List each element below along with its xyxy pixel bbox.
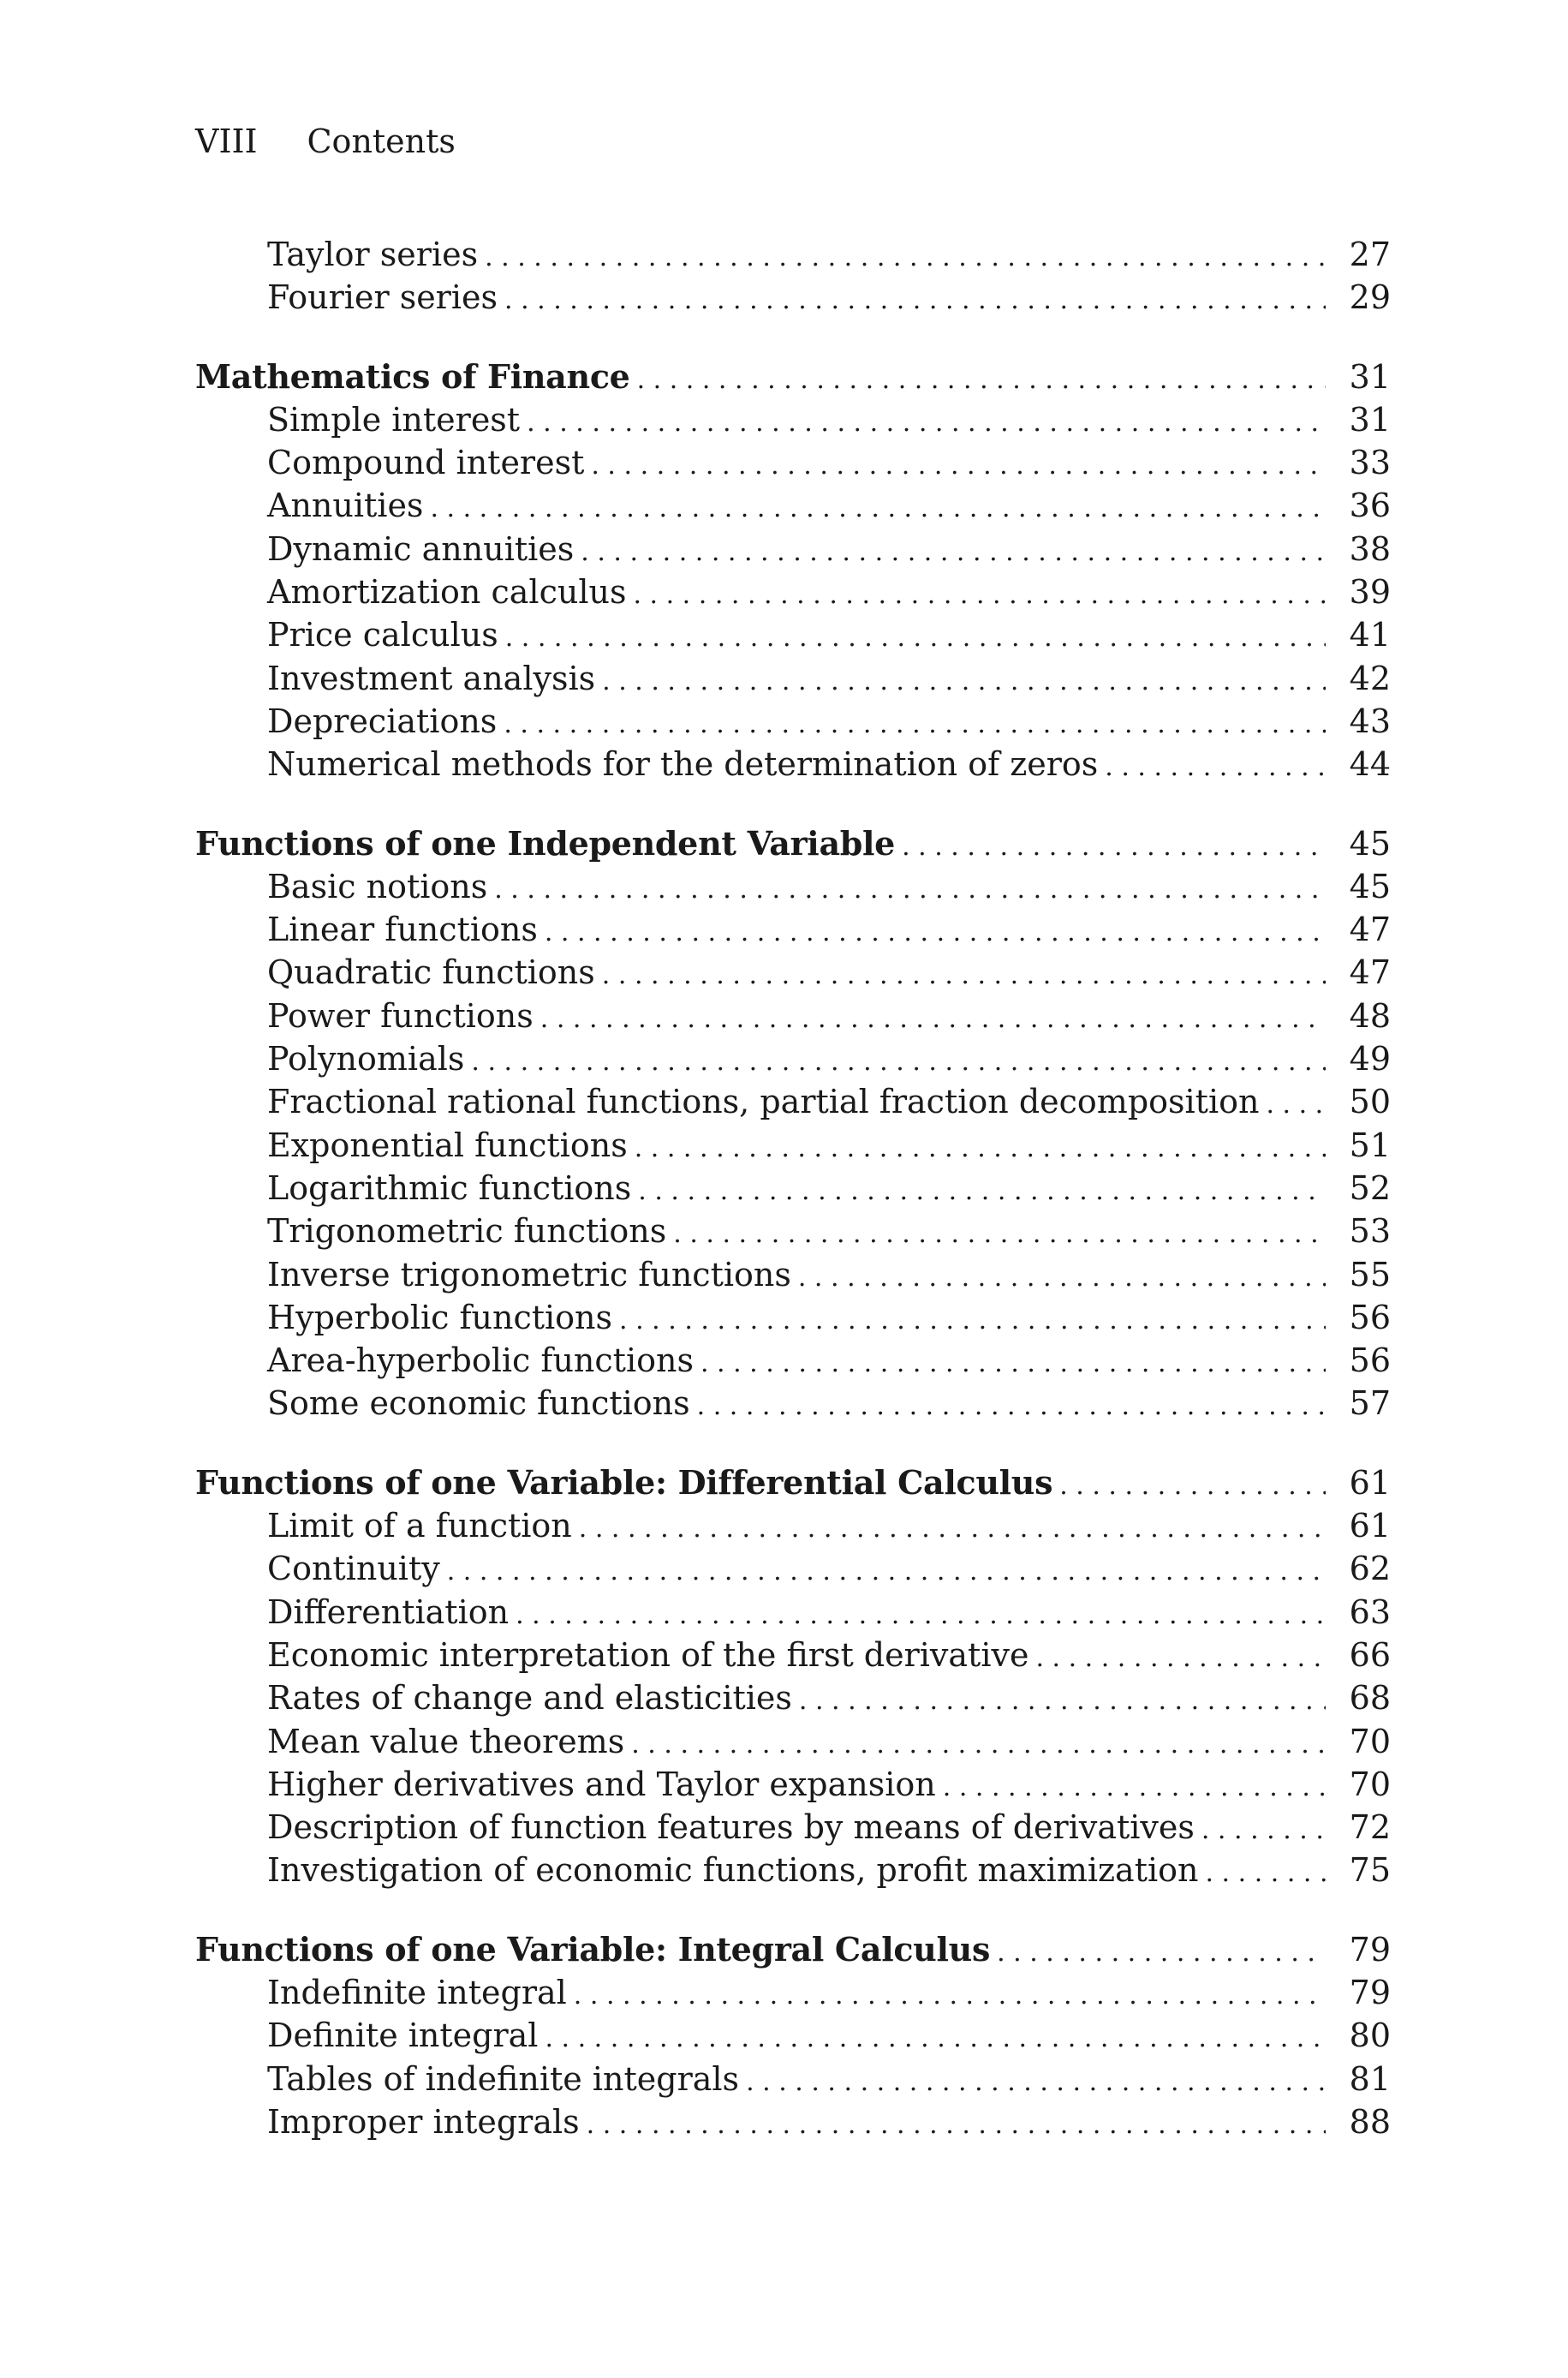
toc-entry-title: Inverse trigonometric functions — [267, 1255, 791, 1294]
toc-entry-title: Differentiation — [267, 1592, 510, 1631]
toc-entry-page-number: 50 — [1349, 1083, 1391, 1121]
dot-leader — [545, 911, 1326, 954]
toc-entry-page-number: 61 — [1349, 1507, 1391, 1545]
toc-entry-page-number: 68 — [1349, 1679, 1391, 1718]
toc-section-entry — [195, 1676, 1391, 1719]
dot-leader — [527, 402, 1326, 445]
toc-entry-title: Investigation of economic functions, profit maximization — [267, 1851, 1199, 1890]
dot-leader — [1059, 1465, 1326, 1508]
toc-entry-page-number: 47 — [1349, 953, 1391, 992]
toc-section-entry — [195, 1296, 1391, 1339]
toc-section-entry — [195, 398, 1391, 441]
toc-entry-title: Continuity — [267, 1550, 440, 1588]
toc-section-entry — [195, 1547, 1391, 1590]
toc-entry-page-number: 66 — [1349, 1635, 1391, 1674]
toc-entry-page-number: 79 — [1349, 1930, 1391, 1969]
dot-leader — [602, 660, 1326, 703]
toc-entry-page-number: 75 — [1349, 1851, 1391, 1890]
toc-section-entry — [195, 1634, 1391, 1676]
toc-section-entry — [195, 743, 1391, 786]
toc-entry-title: Quadratic functions — [267, 953, 595, 992]
toc-entry-title: Area-hyperbolic functions — [267, 1341, 694, 1380]
toc-entry-title: Basic notions — [267, 867, 488, 905]
toc-section-entry — [195, 1037, 1391, 1080]
dot-leader — [540, 998, 1326, 1041]
dot-leader — [633, 574, 1326, 617]
toc-entry-title: Power functions — [267, 996, 534, 1035]
toc-entry-title: Investment analysis — [267, 659, 596, 697]
dot-leader — [637, 359, 1326, 402]
table-of-contents — [195, 233, 1391, 2143]
toc-section-entry — [195, 1504, 1391, 1547]
toc-entry-title: Limit of a function — [267, 1507, 572, 1545]
toc-entry-title: Indefinite integral — [267, 1973, 567, 2011]
toc-section-entry — [195, 276, 1391, 319]
toc-entry-title: Price calculus — [267, 616, 498, 654]
toc-entry-page-number: 88 — [1349, 2102, 1391, 2141]
toc-entry-page-number: 41 — [1349, 616, 1391, 654]
toc-section-entry — [195, 1080, 1391, 1123]
toc-entry-page-number: 31 — [1349, 400, 1391, 439]
dot-leader — [504, 703, 1326, 746]
toc-section-entry — [195, 1849, 1391, 1891]
toc-entry-page-number: 45 — [1349, 867, 1391, 905]
toc-entry-title: Fractional rational functions, partial fraction decomposition — [267, 1083, 1260, 1121]
toc-entry-title: Functions of one Independent Variable — [195, 823, 896, 863]
toc-entry-title: Taylor series — [267, 236, 479, 273]
toc-entry-title: Depreciations — [267, 702, 498, 740]
running-head — [195, 122, 456, 160]
toc-section-entry — [195, 951, 1391, 994]
section-title: Contents — [307, 122, 456, 160]
dot-leader — [579, 1508, 1326, 1550]
toc-section-entry — [195, 1167, 1391, 1210]
toc-entry-title: Higher derivatives and Taylor expansion — [267, 1765, 936, 1803]
toc-entry-title: Amortization calculus — [267, 573, 627, 612]
toc-section-entry — [195, 700, 1391, 743]
dot-leader — [447, 1550, 1326, 1593]
toc-entry-title: Mean value theorems — [267, 1722, 625, 1760]
toc-section-entry — [195, 441, 1391, 484]
toc-entry-title: Simple interest — [267, 400, 521, 439]
toc-entry-page-number: 51 — [1349, 1126, 1391, 1164]
toc-section-entry — [195, 908, 1391, 951]
toc-entry-page-number: 63 — [1349, 1592, 1391, 1631]
toc-entry-page-number: 62 — [1349, 1550, 1391, 1588]
toc-entry-page-number: 56 — [1349, 1341, 1391, 1380]
toc-entry-page-number: 29 — [1349, 278, 1391, 317]
toc-entry-page-number: 72 — [1349, 1808, 1391, 1847]
dot-leader — [1105, 746, 1326, 789]
toc-entry-page-number: 43 — [1349, 702, 1391, 740]
toc-entry-page-number: 27 — [1349, 236, 1391, 273]
dot-leader — [635, 1127, 1326, 1170]
toc-entry-page-number: 45 — [1349, 824, 1391, 863]
toc-section-entry — [195, 1339, 1391, 1382]
dot-leader — [516, 1594, 1326, 1637]
toc-entry-title: Functions of one Variable: Integral Calculus — [195, 1929, 991, 1969]
toc-entry-title: Polynomials — [267, 1040, 465, 1078]
toc-section-entry — [195, 233, 1391, 276]
toc-section-entry — [195, 613, 1391, 656]
toc-entry-page-number: 48 — [1349, 996, 1391, 1035]
dot-leader — [1205, 1852, 1326, 1895]
dot-leader — [505, 617, 1326, 660]
dot-leader — [798, 1257, 1326, 1300]
toc-entry-page-number: 61 — [1349, 1463, 1391, 1502]
toc-entry-page-number: 55 — [1349, 1255, 1391, 1294]
toc-section-entry — [195, 2014, 1391, 2057]
dot-leader — [587, 2104, 1326, 2147]
toc-entry-title: Functions of one Variable: Differential Calculus — [195, 1462, 1053, 1502]
toc-entry-title: Numerical methods for the determination of zeros — [267, 745, 1099, 784]
toc-section-entry — [195, 571, 1391, 613]
toc-section-entry — [195, 2058, 1391, 2100]
toc-entry-title: Trigonometric functions — [267, 1212, 667, 1251]
toc-section-entry — [195, 1806, 1391, 1849]
dot-leader — [574, 1975, 1326, 2017]
toc-entry-title: Dynamic annuities — [267, 529, 575, 568]
dot-leader — [638, 1170, 1326, 1213]
dot-leader — [673, 1213, 1326, 1256]
dot-leader — [494, 869, 1326, 911]
toc-entry-title: Fourier series — [267, 278, 498, 317]
toc-entry-page-number: 36 — [1349, 487, 1391, 525]
toc-entry-title: Some economic functions — [267, 1384, 690, 1423]
toc-entry-page-number: 39 — [1349, 573, 1391, 612]
toc-entry-title: Tables of indefinite integrals — [267, 2059, 740, 2098]
toc-entry-page-number: 33 — [1349, 444, 1391, 482]
dot-leader — [631, 1724, 1326, 1766]
toc-entry-page-number: 31 — [1349, 357, 1391, 396]
toc-entry-title: Rates of change and elasticities — [267, 1679, 792, 1718]
toc-entry-page-number: 57 — [1349, 1384, 1391, 1423]
toc-section-entry — [195, 1124, 1391, 1167]
dot-leader — [997, 1932, 1326, 1975]
toc-entry-page-number: 53 — [1349, 1212, 1391, 1251]
dot-leader — [619, 1300, 1326, 1342]
toc-entry-title: Economic interpretation of the first derivative — [267, 1635, 1029, 1674]
dot-leader — [799, 1680, 1326, 1723]
toc-section-entry — [195, 1591, 1391, 1634]
dot-leader — [591, 445, 1326, 487]
toc-entry-page-number: 70 — [1349, 1722, 1391, 1760]
dot-leader — [581, 531, 1326, 574]
dot-leader — [430, 487, 1326, 530]
dot-leader — [746, 2061, 1326, 2104]
dot-leader — [1201, 1809, 1326, 1852]
toc-entry-title: Improper integrals — [267, 2102, 580, 2141]
toc-section-entry — [195, 484, 1391, 527]
toc-entry-page-number: 52 — [1349, 1168, 1391, 1207]
toc-entry-title: Linear functions — [267, 911, 538, 949]
toc-section-entry — [195, 1763, 1391, 1806]
toc-entry-page-number: 42 — [1349, 659, 1391, 697]
toc-entry-title: Definite integral — [267, 2017, 539, 2055]
dot-leader — [1266, 1084, 1326, 1126]
page-numeral: VIII — [195, 122, 258, 160]
toc-entry-title: Exponential functions — [267, 1126, 628, 1164]
toc-section-entry — [195, 1253, 1391, 1296]
toc-entry-title: Compound interest — [267, 444, 585, 482]
toc-section-entry — [195, 2100, 1391, 2143]
toc-chapter-entry — [195, 1928, 1391, 1971]
toc-entry-page-number: 56 — [1349, 1298, 1391, 1336]
toc-entry-title: Hyperbolic functions — [267, 1298, 613, 1336]
toc-entry-page-number: 49 — [1349, 1040, 1391, 1078]
toc-section-entry — [195, 1210, 1391, 1252]
toc-entry-title: Mathematics of Finance — [195, 356, 630, 396]
toc-section-entry — [195, 1382, 1391, 1425]
dot-leader — [902, 826, 1326, 869]
dot-leader — [471, 1041, 1326, 1084]
toc-section-entry — [195, 1720, 1391, 1763]
toc-section-entry — [195, 657, 1391, 700]
toc-entry-page-number: 79 — [1349, 1973, 1391, 2011]
dot-leader — [701, 1342, 1326, 1385]
toc-chapter-entry — [195, 1461, 1391, 1504]
toc-entry-title: Annuities — [267, 487, 424, 525]
toc-section-entry — [195, 865, 1391, 908]
toc-section-entry — [195, 1971, 1391, 2014]
dot-leader — [943, 1766, 1326, 1809]
toc-entry-page-number: 81 — [1349, 2059, 1391, 2098]
toc-entry-page-number: 44 — [1349, 745, 1391, 784]
dot-leader — [697, 1385, 1326, 1428]
toc-entry-page-number: 47 — [1349, 911, 1391, 949]
toc-section-entry — [195, 995, 1391, 1037]
dot-leader — [1035, 1637, 1326, 1680]
dot-leader — [485, 236, 1326, 279]
toc-entry-page-number: 70 — [1349, 1765, 1391, 1803]
dot-leader — [545, 2017, 1326, 2060]
toc-entry-title: Description of function features by means of derivatives — [267, 1808, 1195, 1847]
dot-leader — [504, 279, 1326, 322]
toc-entry-page-number: 80 — [1349, 2017, 1391, 2055]
toc-chapter-entry — [195, 356, 1391, 398]
toc-entry-title: Logarithmic functions — [267, 1168, 632, 1207]
toc-entry-page-number: 38 — [1349, 529, 1391, 568]
toc-section-entry — [195, 528, 1391, 571]
dot-leader — [602, 954, 1326, 997]
toc-chapter-entry — [195, 822, 1391, 865]
